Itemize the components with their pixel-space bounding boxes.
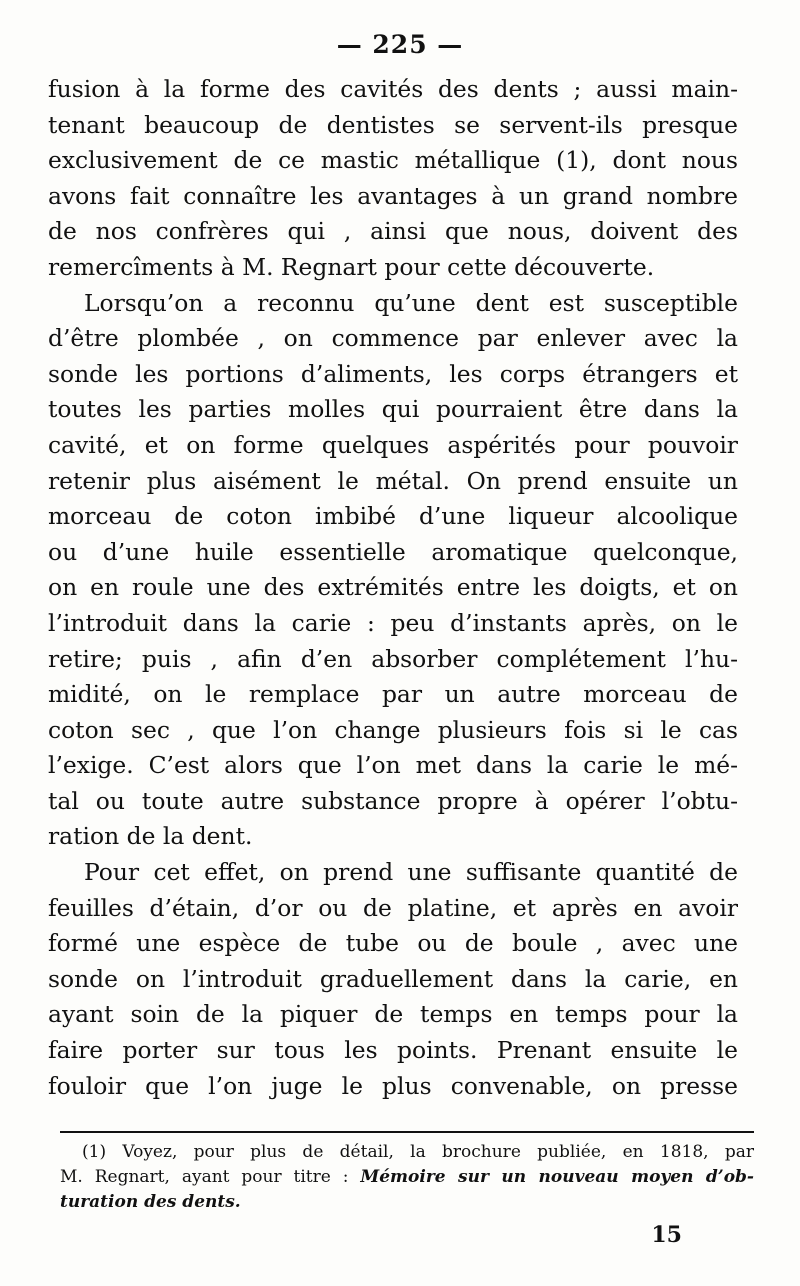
text-line: Lorsqu’on a reconnu qu’une dent est susceptible xyxy=(84,288,738,317)
text-line: retire; puis , afin d’en absorber complétement l’hu- xyxy=(48,644,738,673)
text-line: feuilles d’étain, d’or ou de platine, et après en avoir xyxy=(48,893,738,922)
paragraph-1 xyxy=(48,72,738,286)
footnote-title-continued: turation des dents. xyxy=(60,1192,241,1212)
text-line: fouloir que l’on juge le plus convenable, on presse xyxy=(48,1071,738,1100)
text-line: Pour cet effet, on prend une suffisante quantité de xyxy=(84,858,738,887)
text-line: morceau de coton imbibé d’une liqueur alcoolique xyxy=(48,502,738,531)
text-line: cavité, et on forme quelques aspérités pour pouvoir xyxy=(48,430,738,459)
text-line: ayant soin de la piquer de temps en temps pour la xyxy=(48,1000,738,1029)
text-line: d’être plombée , on commence par enlever avec la xyxy=(48,324,738,353)
page-number: — 225 — xyxy=(336,30,464,59)
footnote-line: (1) Voyez, pour plus de détail, la brochure publiée, en 1818, par xyxy=(82,1142,754,1162)
text-line: faire porter sur tous les points. Prenant ensuite le xyxy=(48,1036,738,1065)
text-line: retenir plus aisément le métal. On prend ensuite un xyxy=(48,466,738,495)
text-line: avons fait connaître les avantages à un grand nombre xyxy=(48,181,738,210)
footnote xyxy=(60,1140,754,1215)
text-line: l’exige. C’est alors que l’on met dans la carie le mé- xyxy=(48,751,738,780)
text-line: sonde les portions d’aliments, les corps étrangers et xyxy=(48,359,738,388)
text-line: sonde on l’introduit graduellement dans la carie, en xyxy=(48,964,738,993)
text-line: on en roule une des extrémités entre les doigts, et on xyxy=(48,573,738,602)
footnote-divider xyxy=(60,1131,754,1133)
text-line: tenant beaucoup de dentistes se servent-ils presque xyxy=(48,110,738,139)
text-line: exclusivement de ce mastic métallique (1), dont nous xyxy=(48,146,738,175)
footnote-title: Mémoire sur un nouveau moyen d’ob- xyxy=(360,1167,754,1187)
text-line: remercîments à M. Regnart pour cette découverte. xyxy=(48,252,655,281)
text-line: formé une espèce de tube ou de boule , avec une xyxy=(48,929,738,958)
paragraph-2 xyxy=(48,286,738,856)
text-line: tal ou toute autre substance propre à opérer l’obtu- xyxy=(48,786,738,815)
text-line: de nos confrères qui , ainsi que nous, doivent des xyxy=(48,217,738,246)
signature-mark: 15 xyxy=(651,1222,682,1248)
text-line: fusion à la forme des cavités des dents ; aussi main- xyxy=(48,75,738,103)
paragraph-3 xyxy=(48,855,738,1104)
text-line: l’introduit dans la carie : peu d’instants après, on le xyxy=(48,608,738,637)
text-line: toutes les parties molles qui pourraient être dans la xyxy=(48,395,738,424)
text-line: ration de la dent. xyxy=(48,822,253,851)
footnote-line xyxy=(60,1165,754,1190)
footnote-text: M. Regnart, ayant pour titre : xyxy=(60,1167,361,1187)
text-line: midité, on le remplace par un autre morceau de xyxy=(48,680,738,709)
text-line: coton sec , que l’on change plusieurs fois si le cas xyxy=(48,715,738,744)
text-line: ou d’une huile essentielle aromatique quelconque, xyxy=(48,537,738,566)
body-text xyxy=(48,72,738,1104)
